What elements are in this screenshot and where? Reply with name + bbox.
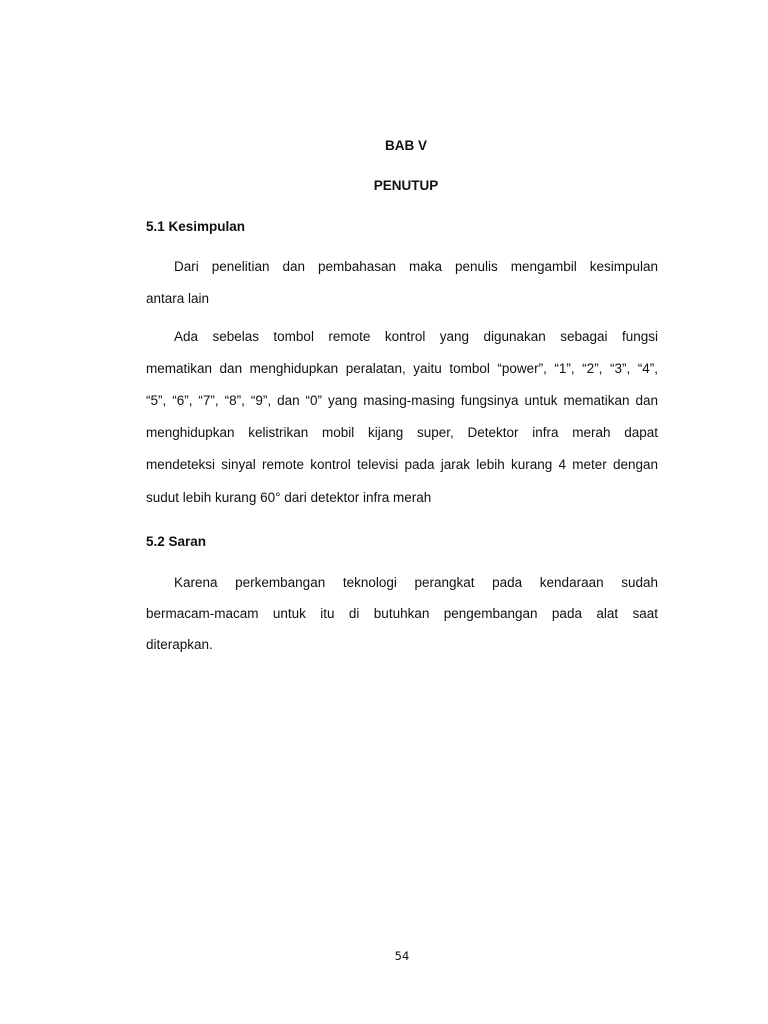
paragraph-line: sudut lebih kurang 60° dari detektor infra merah [146,490,432,505]
paragraph-line: diterapkan. [146,637,213,652]
paragraph-line: mematikan dan menghidupkan peralatan, yaitu tombol “power”, “1”, “2”, “3”, “4”, [146,361,658,376]
paragraph-line: Dari penelitian dan pembahasan maka penulis mengambil kesimpulan [174,259,658,274]
page-number: 54 [394,949,410,963]
paragraph-line: menghidupkan kelistrikan mobil kijang super, Detektor infra merah dapat [146,425,658,440]
section-heading-saran: 5.2 Saran [146,534,207,549]
paragraph-line: “5”, “6”, “7”, “8”, “9”, dan “0” yang masing-masing fungsinya untuk mematikan dan [146,393,658,408]
paragraph-line: mendeteksi sinyal remote kontrol televisi pada jarak lebih kurang 4 meter dengan [146,457,658,472]
paragraph-line: Ada sebelas tombol remote kontrol yang digunakan sebagai fungsi [174,329,658,344]
paragraph-line: Karena perkembangan teknologi perangkat pada kendaraan sudah [174,575,658,590]
section-heading-kesimpulan: 5.1 Kesimpulan [146,219,246,234]
paragraph-line: bermacam-macam untuk itu di butuhkan pengembangan pada alat saat [146,606,658,621]
chapter-title: PENUTUP [373,178,439,193]
paragraph-line: antara lain [146,291,210,306]
chapter-number: BAB V [384,138,427,153]
